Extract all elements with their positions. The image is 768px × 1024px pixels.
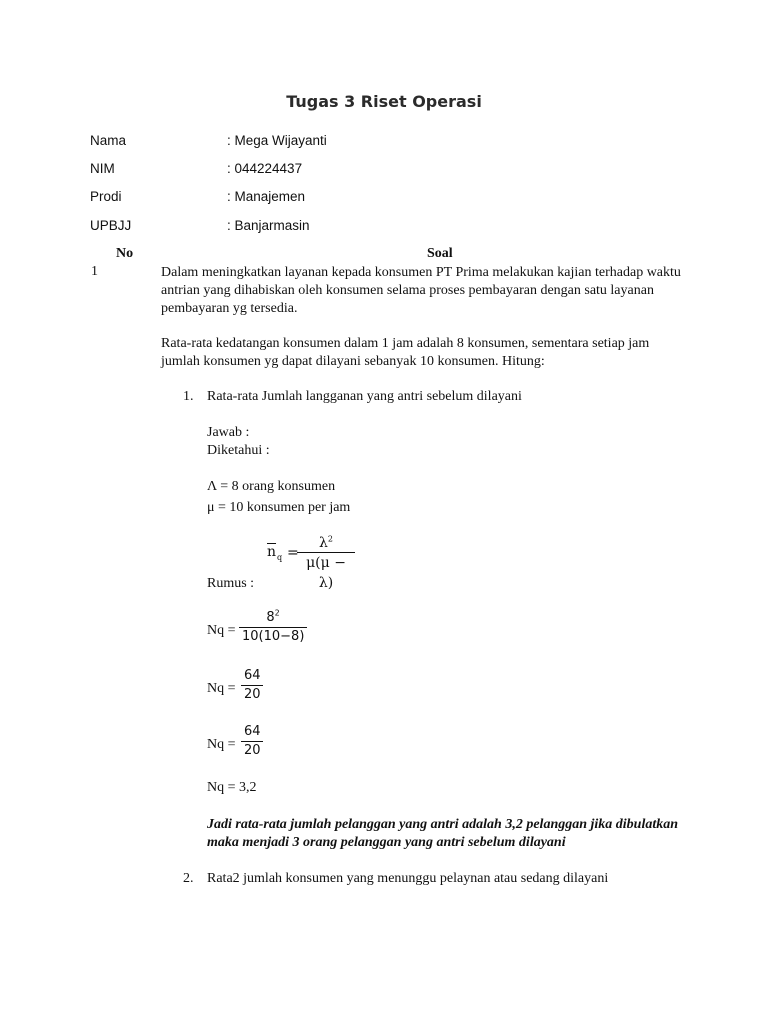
nq-fraction xyxy=(241,724,263,759)
rumus-label: Rumus : xyxy=(207,576,255,591)
question-paragraph-2 xyxy=(161,335,731,371)
table-row-number: 1 xyxy=(91,264,98,279)
info-label: NIM xyxy=(90,161,115,176)
nq-fraction xyxy=(241,668,263,703)
list-item-text: Rata-rata Jumlah langganan yang antri sebelum dilayani xyxy=(207,389,522,404)
formula-equals: = xyxy=(287,545,299,561)
formula-lhs-sub: q xyxy=(277,553,283,562)
info-row-nim xyxy=(90,161,690,181)
nq-denominator: 10(10−8) xyxy=(242,629,305,644)
conclusion-text xyxy=(207,816,737,852)
text-line: Jadi rata-rata jumlah pelanggan yang antri adalah 3,2 pelanggan jika dibulatkan xyxy=(207,817,679,832)
nq-step-1 xyxy=(207,610,347,652)
nq-lhs: Nq = xyxy=(207,737,236,752)
mu-given: μ = 10 konsumen per jam xyxy=(207,500,351,515)
text-line: Dalam meningkatkan layanan kepada konsumen PT Prima melakukan kajian terhadap waktu xyxy=(161,265,681,280)
text-line: jumlah konsumen yg dapat dilayani sebanyak 10 konsumen. Hitung: xyxy=(161,354,545,369)
text-line: antrian yang dihabiskan oleh konsumen selama proses pembayaran dengan satu layanan xyxy=(161,283,654,298)
lambda-given: Λ = 8 orang konsumen xyxy=(207,479,336,494)
info-row-nama xyxy=(90,133,690,153)
nq-num-sup: 2 xyxy=(274,608,280,618)
info-value: : Mega Wijayanti xyxy=(227,133,327,148)
info-label: UPBJJ xyxy=(90,218,132,233)
list-item-text: Rata2 jumlah konsumen yang menunggu pelaynan atau sedang dilayani xyxy=(207,871,609,886)
formula-numerator xyxy=(297,534,355,553)
text-line: pembayaran yg tersedia. xyxy=(161,301,298,316)
nq-denominator: 20 xyxy=(244,687,261,702)
text-line: Rata-rata kedatangan konsumen dalam 1 jam adalah 8 konsumen, sementara setiap jam xyxy=(161,336,650,351)
info-row-upbjj xyxy=(90,218,690,238)
page-title: Tugas 3 Riset Operasi xyxy=(286,92,482,111)
formula-denominator: μ(μ − λ) xyxy=(306,555,346,591)
info-label: Nama xyxy=(90,133,127,148)
formula-num-text: λ xyxy=(319,535,328,551)
text-line: maka menjadi 3 orang pelanggan yang antri sebelum dilayani xyxy=(207,835,566,850)
nq-step-2 xyxy=(207,668,307,710)
info-value: : Manajemen xyxy=(227,189,306,204)
nq-numerator: 64 xyxy=(241,668,263,686)
jawab-label: Jawab : xyxy=(207,425,250,440)
nq-result: Nq = 3,2 xyxy=(207,780,257,795)
nq-num-text: 8 xyxy=(266,610,275,625)
nq-step-3 xyxy=(207,724,307,766)
table-header-no: No xyxy=(116,246,134,261)
nq-numerator: 64 xyxy=(241,724,263,742)
question-paragraph-1 xyxy=(161,264,731,318)
list-item-number: 2. xyxy=(183,871,194,886)
nq-denominator: 20 xyxy=(244,743,261,758)
formula-fraction xyxy=(297,534,355,593)
list-item-number: 1. xyxy=(183,389,194,404)
nq-lhs: Nq = xyxy=(207,623,236,638)
info-label: Prodi xyxy=(90,189,122,204)
formula-num-sup: 2 xyxy=(327,534,333,544)
info-value: : 044224437 xyxy=(227,161,303,176)
formula-image xyxy=(263,534,363,591)
info-value: : Banjarmasin xyxy=(227,218,310,233)
info-row-prodi xyxy=(90,189,690,209)
formula-lhs: $\overline{n}$ xyxy=(267,544,277,560)
nq-fraction xyxy=(239,610,307,645)
diketahui-label: Diketahui : xyxy=(207,443,270,458)
nq-lhs: Nq = xyxy=(207,681,236,696)
nq-numerator xyxy=(239,610,307,628)
table-header-soal: Soal xyxy=(427,246,453,261)
